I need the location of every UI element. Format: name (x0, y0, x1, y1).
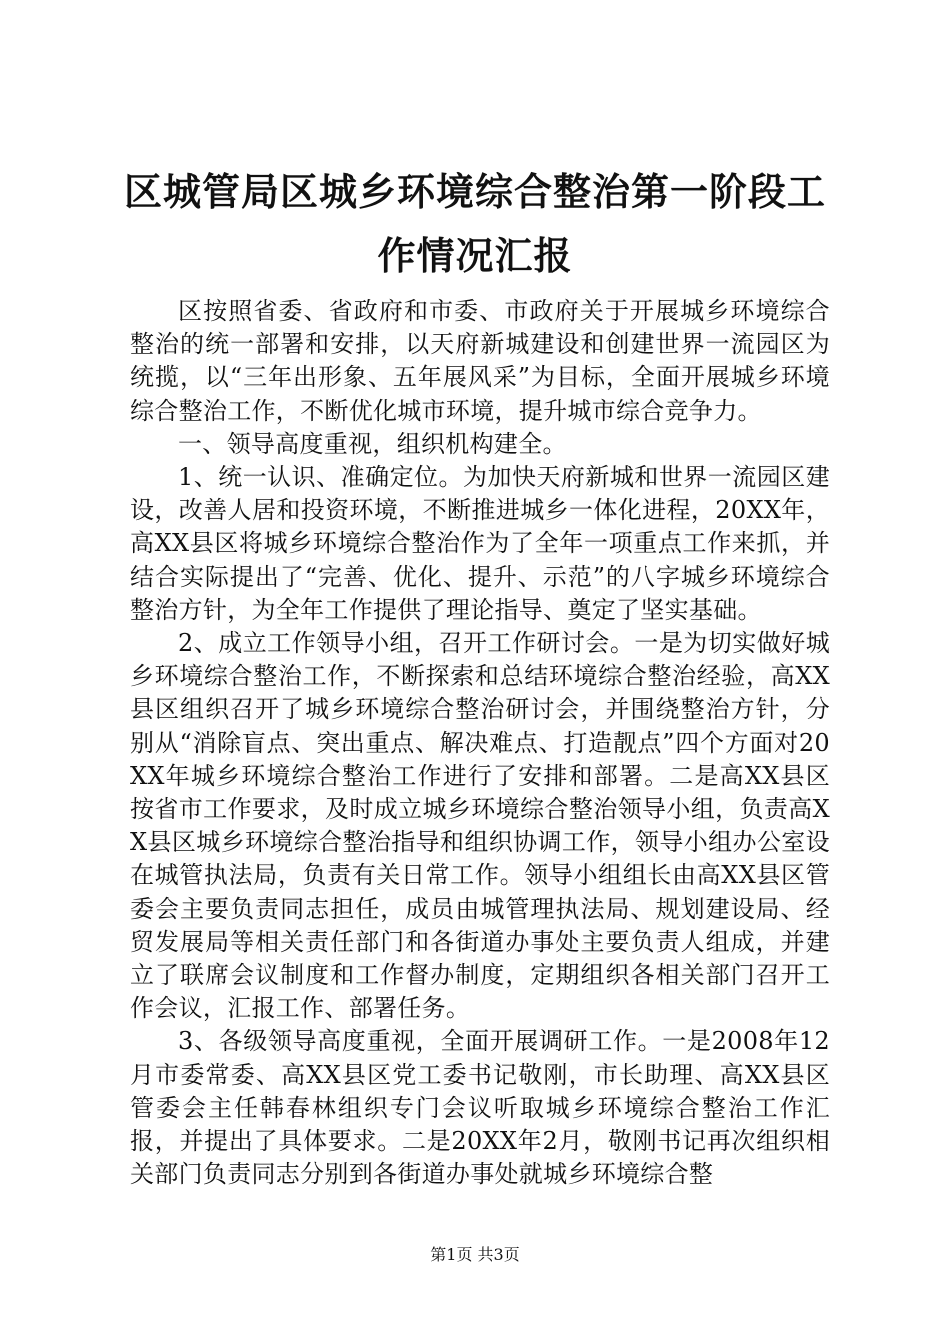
paragraph-item-2: 2、成立工作领导小组，召开工作研讨会。一是为切实做好城乡环境综合整治工作，不断探索和总结环境综合整治经验，高XX县区组织召开了城乡环境综合整治研讨会，并围绕整治方针，分别从“消除盲点、突出重点、解决难点、打造靓点”四个方面对20XX年城乡环境综合整治工作进行了安排和部署。二是高XX县区按省市工作要求，及时成立城乡环境综合整治领导小组，负责高XX县区城乡环境综合整治指导和组织协调工作，领导小组办公室设在城管执法局，负责有关日常工作。领导小组组长由高XX县区管委会主要负责同志担任，成员由城管理执法局、规划建设局、经贸发展局等相关责任部门和各街道办事处主要负责人组成，并建立了联席会议制度和工作督办制度，定期组织各相关部门召开工作会议，汇报工作、部署任务。 (130, 629, 830, 1023)
paragraph-item-3: 3、各级领导高度重视，全面开展调研工作。一是2008年12月市委常委、高XX县区党工委书记敬刚，市长助理、高XX县区管委会主任韩春林组织专门会议听取城乡环境综合整治工作汇报，并提出了具体要求。二是20XX年2月，敬刚书记再次组织相关部门负责同志分别到各街道办事处就城乡环境综合整 (130, 1027, 830, 1189)
document-body (130, 295, 830, 1191)
document-title: 区城管局区城乡环境综合整治第一阶段工作情况汇报 (123, 169, 826, 278)
section-heading-1: 一、领导高度重视，组织机构建全。 (178, 429, 567, 458)
paragraph-item-1: 1、统一认识、准确定位。为加快天府新城和世界一流园区建设，改善人居和投资环境，不断推进城乡一体化进程，20XX年，高XX县区将城乡环境综合整治作为了全年一项重点工作来抓，并结合实际提出了“完善、优化、提升、示范”的八字城乡环境综合整治方针，为全年工作提供了理论指导、奠定了坚实基础。 (130, 463, 830, 624)
page-footer: 第1页 共3页 (430, 1245, 520, 1264)
paragraph-intro: 区按照省委、省政府和市委、市政府关于开展城乡环境综合整治的统一部署和安排，以天府新城建设和创建世界一流园区为统揽，以“三年出形象、五年展风采”为目标，全面开展城乡环境综合整治工作，不断优化城市环境，提升城市综合竞争力。 (130, 297, 830, 425)
